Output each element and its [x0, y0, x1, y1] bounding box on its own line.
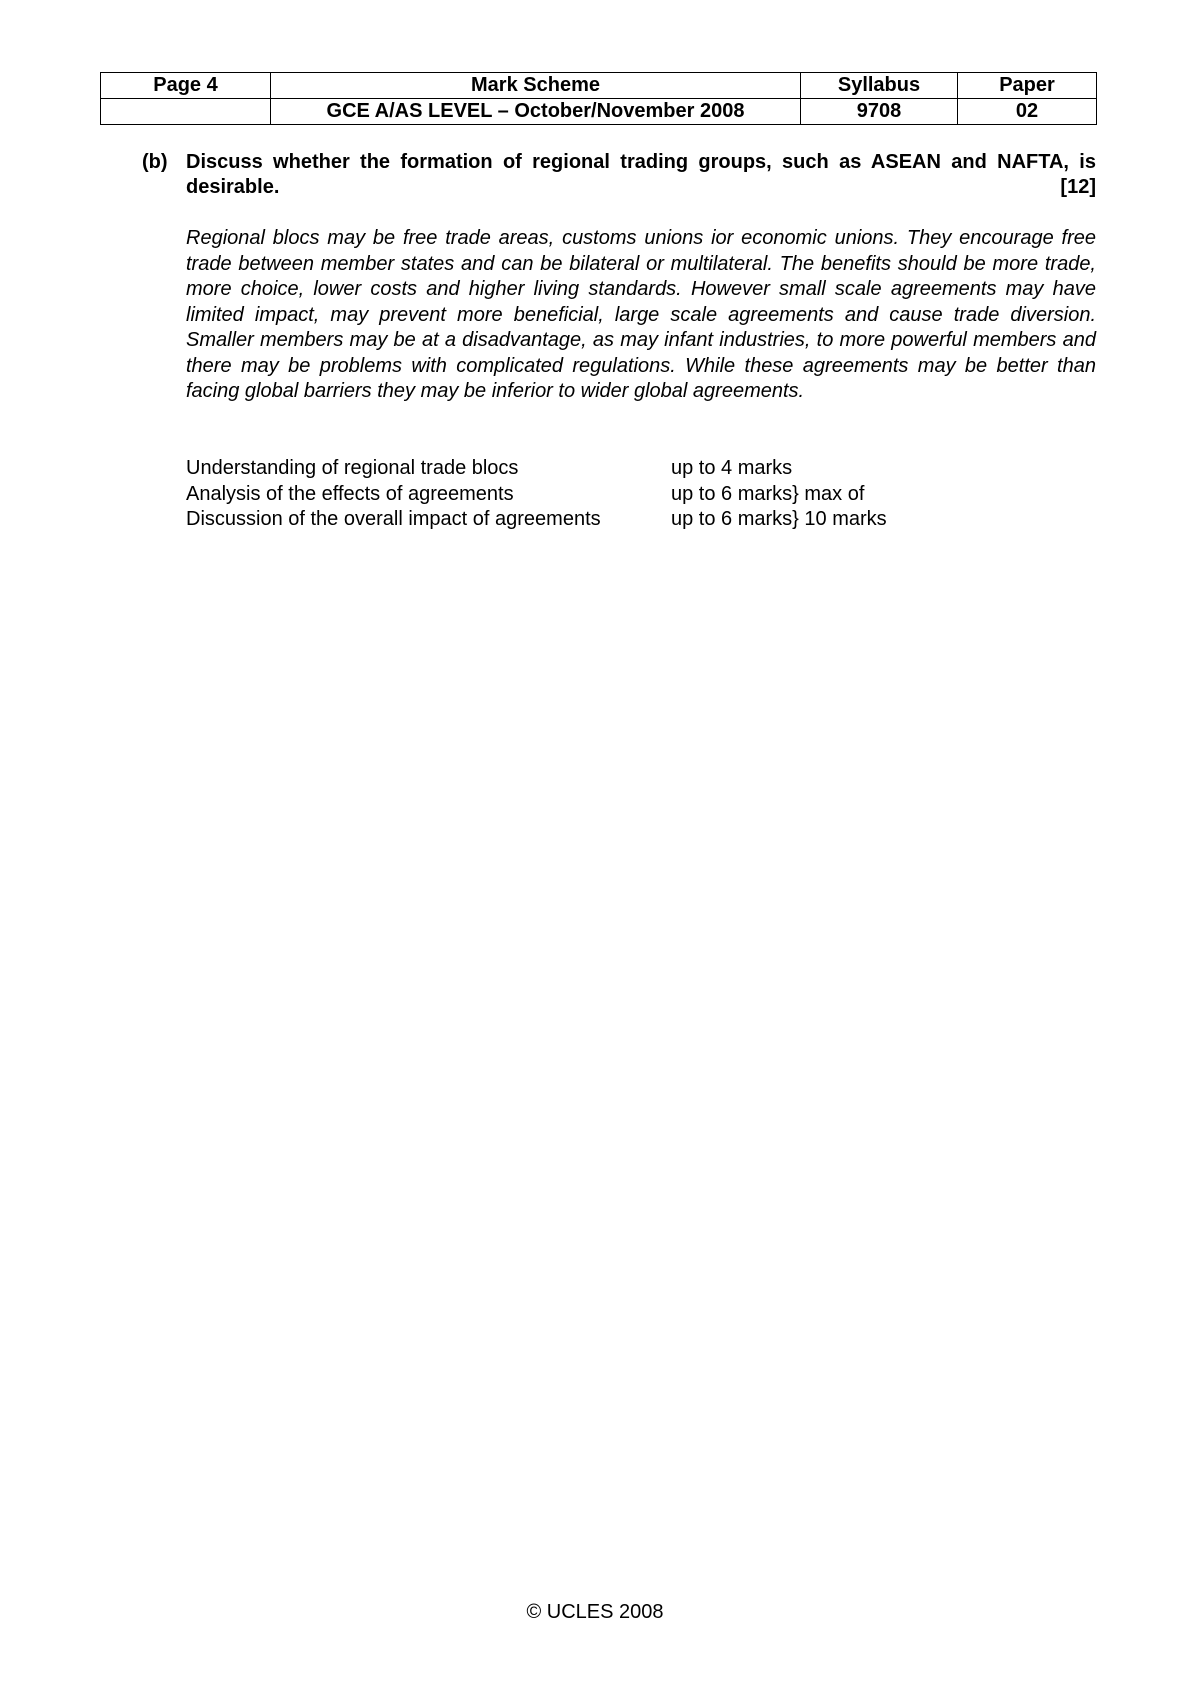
header-syllabus: Syllabus — [801, 73, 958, 99]
header-syllabus-code: 9708 — [801, 99, 958, 125]
question-label: (b) — [142, 151, 168, 173]
mark-allocation — [186, 456, 887, 533]
header-row-labels — [101, 73, 1097, 99]
header-page-value — [101, 99, 271, 125]
mark-criterion: Analysis of the effects of agreements — [186, 482, 514, 505]
mark-criterion: Discussion of the overall impact of agreements — [186, 508, 601, 530]
mark-value: up to 6 marks} 10 marks — [671, 508, 887, 530]
header-table — [100, 72, 1097, 125]
header-row-values — [101, 99, 1097, 125]
mark-criterion: Understanding of regional trade blocs — [186, 457, 519, 479]
mark-value: up to 4 marks — [671, 457, 793, 479]
header-exam-title: GCE A/AS LEVEL – October/November 2008 — [271, 99, 801, 125]
mark-row — [186, 507, 887, 533]
mark-row — [186, 456, 887, 482]
question-text: Discuss whether the formation of regional trading groups, such as ASEAN and NAFTA, is desirable. — [186, 151, 1096, 198]
header-page: Page 4 — [101, 73, 271, 99]
header-mark-scheme: Mark Scheme — [271, 73, 801, 99]
answer-text: Regional blocs may be free trade areas, customs unions ior economic unions. They encourage free trade between member states and can be bilateral or multilateral. The benefits should be more trade, more choice, lower costs and higher living standards. However small scale agreements may have limited impact, may prevent more beneficial, large scale agreements and cause trade diversion. Smaller members may be at a disadvantage, as may infant industries, to more powerful members and there may be problems with complicated regulations. While these agreements may be better than facing global barriers they may be inferior to wider global agreements. — [186, 227, 1096, 402]
question-text-wrap — [186, 150, 1096, 200]
mark-value: up to 6 marks} max of — [671, 482, 865, 505]
mark-row — [186, 482, 887, 508]
header-paper-number: 02 — [958, 99, 1097, 125]
question-marks: [12] — [1060, 176, 1096, 198]
header-paper: Paper — [958, 73, 1097, 99]
question-block — [142, 150, 1096, 200]
footer-copyright: © UCLES 2008 — [526, 1601, 664, 1623]
